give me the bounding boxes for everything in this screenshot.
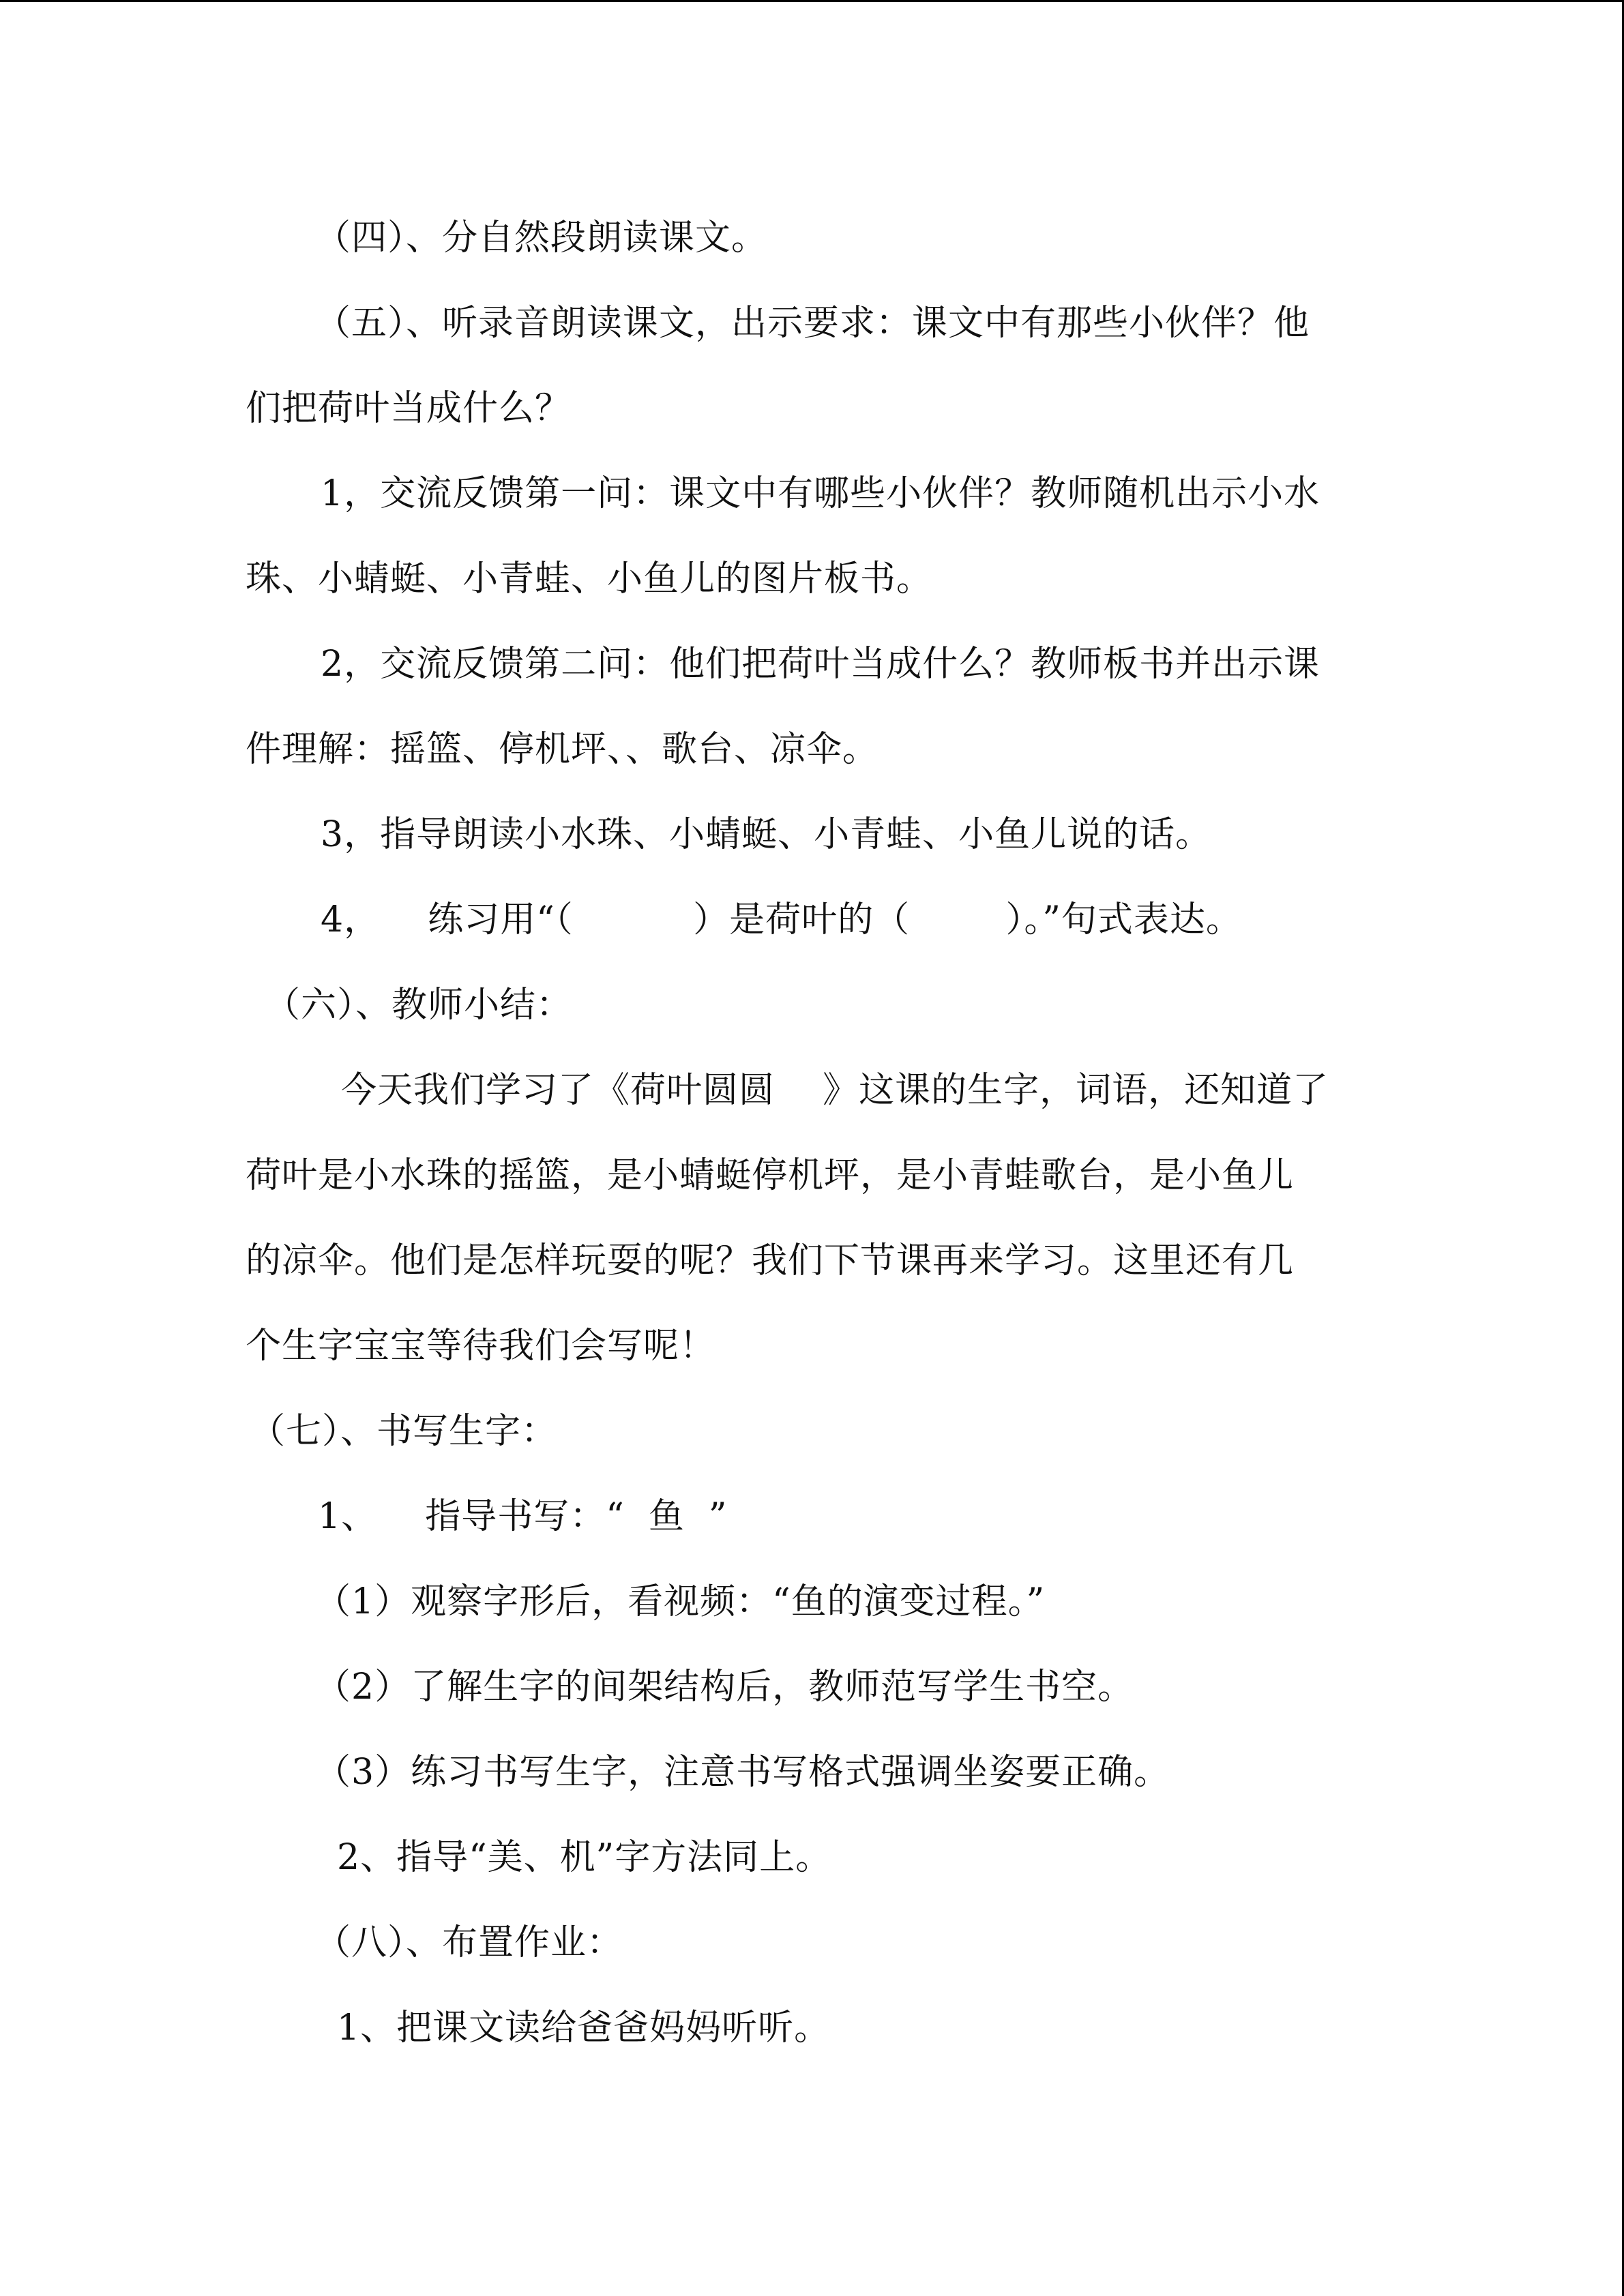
paragraph-line: 今天我们学习了《荷叶圆圆 》这课的生字，词语，还知道了 [341, 1070, 1329, 1111]
paragraph-line: （1）观察字形后，看视频：“鱼的演变过程。” [315, 1581, 1046, 1622]
paragraph-line: 3，指导朗读小水珠、小蜻蜓、小青蛙、小鱼儿说的话。 [321, 814, 1212, 855]
paragraph-line: 1、把课文读给爸爸妈妈听听。 [337, 2008, 831, 2048]
section-heading: （七）、书写生字： [250, 1411, 558, 1452]
section-heading: （六）、教师小结： [265, 985, 573, 1026]
paragraph-line: （3）练习书写生字，注意书写格式强调坐姿要正确。 [315, 1752, 1170, 1793]
section-heading: （八）、布置作业： [315, 1922, 623, 1963]
paragraph-line: 珠、小蜻蜓、小青蛙、小鱼儿的图片板书。 [246, 558, 933, 599]
paragraph-line: 荷叶是小水珠的摇篮，是小蜻蜓停机坪，是小青蛙歌台，是小鱼儿 [246, 1155, 1295, 1196]
paragraph-line: 2，交流反馈第二问：他们把荷叶当成什么？教师板书并出示课 [321, 644, 1320, 685]
paragraph-line: 4， 练习用“（ ）是荷叶的（ ）。”句式表达。 [321, 899, 1242, 940]
paragraph-line: 的凉伞。他们是怎样玩耍的呢？我们下节课再来学习。这里还有几 [246, 1240, 1295, 1281]
paragraph-line: 1，交流反馈第一问：课文中有哪些小伙伴？教师随机出示小水 [321, 473, 1320, 514]
paragraph-line: （四）、分自然段朗读课文。 [315, 218, 768, 258]
paragraph-line: 1、 指导书写：“ 鱼 ” [318, 1496, 728, 1537]
paragraph-line: 们把荷叶当成什么？ [246, 388, 572, 429]
paragraph-line: （五）、听录音朗读课文，出示要求：课文中有那些小伙伴？他 [315, 303, 1310, 344]
paragraph-line: 个生字宝宝等待我们会写呢！ [246, 1326, 716, 1367]
paragraph-line: （2）了解生字的间架结构后，教师范写学生书空。 [315, 1667, 1134, 1708]
page-border-top [0, 0, 1624, 2]
paragraph-line: 件理解：摇篮、停机坪、、歌台、凉伞。 [246, 729, 879, 770]
paragraph-line: 2、指导“美、机”字方法同上。 [337, 1837, 832, 1878]
